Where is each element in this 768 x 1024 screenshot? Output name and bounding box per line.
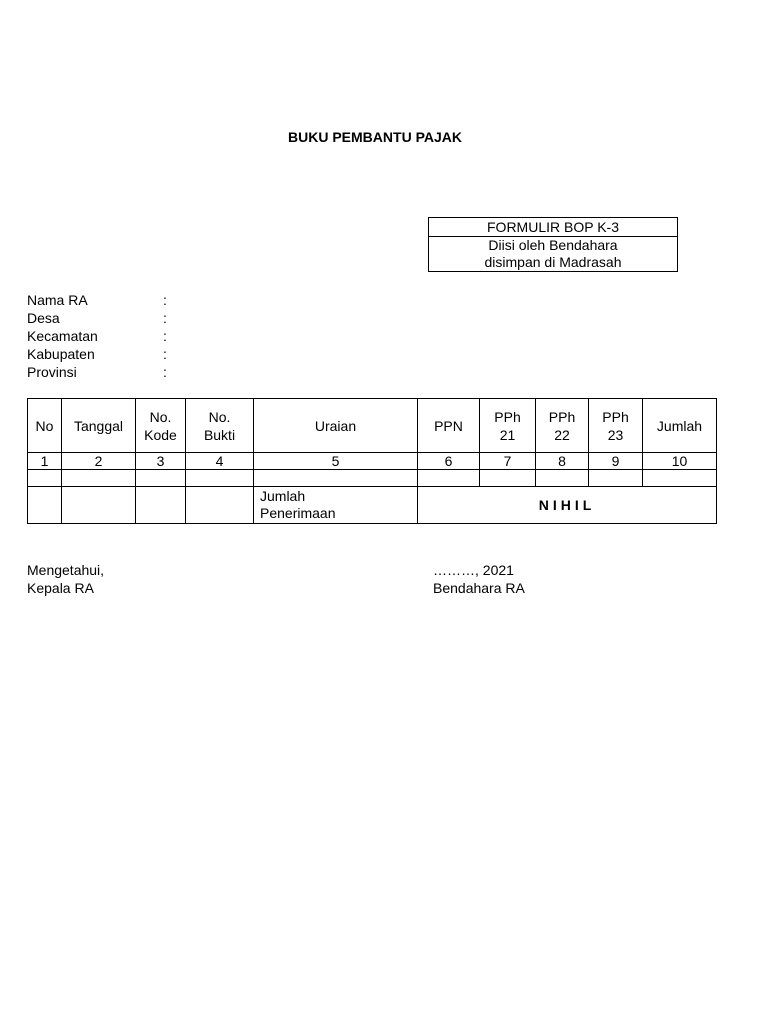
header-cell: Tanggal (62, 399, 136, 453)
header-cell: PPh 21 (480, 399, 536, 453)
identity-separator: : (163, 310, 167, 326)
identity-separator: : (163, 328, 167, 344)
table-cell (643, 470, 717, 487)
header-cell: No. Bukti (186, 399, 254, 453)
table-cell (136, 470, 186, 487)
table-cell (28, 470, 62, 487)
column-number: 9 (589, 453, 643, 470)
head-role-label: Kepala RA (27, 580, 94, 596)
table-cell (418, 470, 480, 487)
tax-ledger-table (27, 398, 717, 524)
column-number: 4 (186, 453, 254, 470)
signature-right (433, 561, 525, 597)
form-code-box (428, 217, 678, 272)
table-cell (589, 470, 643, 487)
column-number: 10 (643, 453, 717, 470)
identity-label: Kabupaten (27, 346, 95, 362)
column-number: 8 (536, 453, 589, 470)
header-cell: Uraian (254, 399, 418, 453)
identity-separator: : (163, 346, 167, 362)
table-row (28, 470, 717, 487)
identity-label: Desa (27, 310, 60, 326)
table-cell (62, 470, 136, 487)
identity-label: Nama RA (27, 292, 88, 308)
header-cell: Jumlah (643, 399, 717, 453)
table-header-row (28, 399, 717, 453)
column-number: 5 (254, 453, 418, 470)
identity-row-provinsi (27, 364, 173, 382)
table-cell (136, 487, 186, 524)
identity-row-kecamatan (27, 328, 173, 346)
header-cell: PPh 23 (589, 399, 643, 453)
header-cell: PPN (418, 399, 480, 453)
column-number-row (28, 453, 717, 470)
treasurer-role-label: Bendahara RA (433, 580, 525, 596)
column-number: 7 (480, 453, 536, 470)
header-cell: PPh 22 (536, 399, 589, 453)
header-cell: No. Kode (136, 399, 186, 453)
identity-separator: : (163, 364, 167, 380)
date-line: ………, 2021 (433, 562, 514, 578)
form-code: FORMULIR BOP K-3 (429, 218, 677, 237)
table-cell (254, 470, 418, 487)
table-cell (536, 470, 589, 487)
column-number: 2 (62, 453, 136, 470)
table-cell (186, 470, 254, 487)
column-number: 3 (136, 453, 186, 470)
column-number: 6 (418, 453, 480, 470)
identity-row-nama-ra (27, 292, 173, 310)
column-number: 1 (28, 453, 62, 470)
signature-left (27, 561, 104, 597)
table-cell (480, 470, 536, 487)
form-note-line2: disimpan di Madrasah (484, 254, 622, 270)
total-label: Jumlah Penerimaan (254, 487, 418, 524)
form-note-line1: Diisi oleh Bendahara (488, 237, 618, 253)
total-row (28, 487, 717, 524)
table-cell (28, 487, 62, 524)
identity-row-desa (27, 310, 173, 328)
identity-separator: : (163, 292, 167, 308)
total-value: NIHIL (418, 487, 717, 524)
identity-row-kabupaten (27, 346, 173, 364)
table-cell (186, 487, 254, 524)
header-cell: No (28, 399, 62, 453)
identity-fields (27, 292, 173, 382)
identity-label: Provinsi (27, 364, 77, 380)
table-cell (62, 487, 136, 524)
document-title: BUKU PEMBANTU PAJAK (288, 129, 462, 145)
acknowledged-label: Mengetahui, (27, 562, 105, 578)
identity-label: Kecamatan (27, 328, 98, 344)
